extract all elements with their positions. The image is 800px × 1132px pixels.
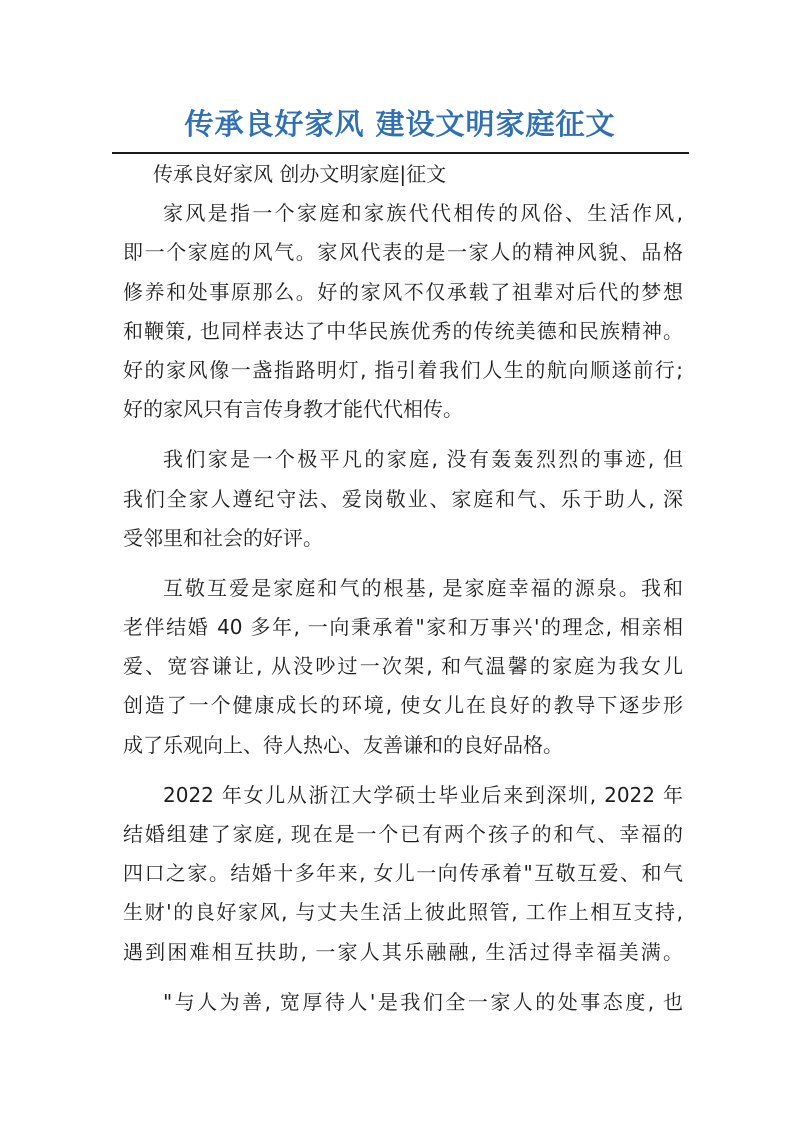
paragraph-line: 受邻里和社会的好评。	[123, 525, 323, 550]
paragraph-4	[123, 776, 683, 972]
paragraph-line: 创造了一个健康成长的环境, 使女儿在良好的教导下逐步形	[123, 693, 683, 718]
paragraph-line: 成了乐观向上、待人热心、友善谦和的良好品格。	[123, 732, 563, 757]
paragraph-line: 修养和处事原那么。好的家风不仅承载了祖辈对后代的梦想	[123, 279, 683, 304]
paragraph-line: "与人为善, 宽厚待人'是我们全一家人的处事态度, 也	[163, 989, 683, 1014]
paragraph-1	[123, 194, 683, 429]
paragraph-line: 结婚组建了家庭, 现在是一个已有两个孩子的和气、幸福的	[123, 822, 683, 846]
paragraph-line: 生财'的良好家风, 与丈夫生活上彼此照管, 工作上相互支持,	[123, 900, 683, 925]
paragraph-spacer	[123, 765, 683, 776]
paragraph-line: 好的家风像一盏指路明灯, 指引着我们人生的航向顺遂前行;	[123, 357, 683, 382]
paragraph-3	[123, 569, 683, 765]
title-divider	[112, 152, 689, 154]
paragraph-line: 遇到困难相互扶助, 一家人其乐融融, 生活过得幸福美满。	[123, 939, 683, 964]
document-title: 传承良好家风 建设文明家庭征文	[184, 107, 616, 141]
paragraph-line: 我们家是一个极平凡的家庭, 没有轰轰烈烈的事迹, 但	[163, 447, 683, 472]
paragraph-spacer	[123, 972, 683, 983]
paragraph-line: 老伴结婚 40 多年, 一向秉承着"家和万事兴'的理念, 相亲相	[123, 615, 683, 640]
paragraph-line: 我们全家人遵纪守法、爱岗敬业、家庭和气、乐于助人, 深	[123, 486, 683, 511]
paragraph-line: 好的家风只有言传身教才能代代相传。	[123, 397, 463, 422]
paragraph-5	[123, 983, 683, 1022]
document-subtitle: 传承良好家风 创办文明家庭|征文	[153, 162, 447, 186]
paragraph-spacer	[123, 429, 683, 440]
paragraph-line: 爱、宽容谦让, 从没吵过一次架, 和气温馨的家庭为我女儿	[123, 654, 683, 679]
paragraph-line: 四口之家。结婚十多年来, 女儿一向传承着"互敬互爱、和气	[123, 861, 683, 886]
paragraph-line: 互敬互爱是家庭和气的根基, 是家庭幸福的源泉。我和	[163, 575, 683, 600]
paragraph-spacer	[123, 558, 683, 569]
paragraph-line: 即一个家庭的风气。家风代表的是一家人的精神风貌、品格	[123, 240, 683, 265]
paragraph-line: 2022 年女儿从浙江大学硕士毕业后来到深圳, 2022 年	[163, 782, 683, 807]
paragraph-line: 和鞭策, 也同样表达了中华民族优秀的传统美德和民族精神。	[123, 318, 683, 343]
paragraph-line: 家风是指一个家庭和家族代代相传的风俗、生活作风,	[163, 201, 683, 226]
document-body	[123, 155, 683, 1022]
paragraph-2	[123, 440, 683, 558]
